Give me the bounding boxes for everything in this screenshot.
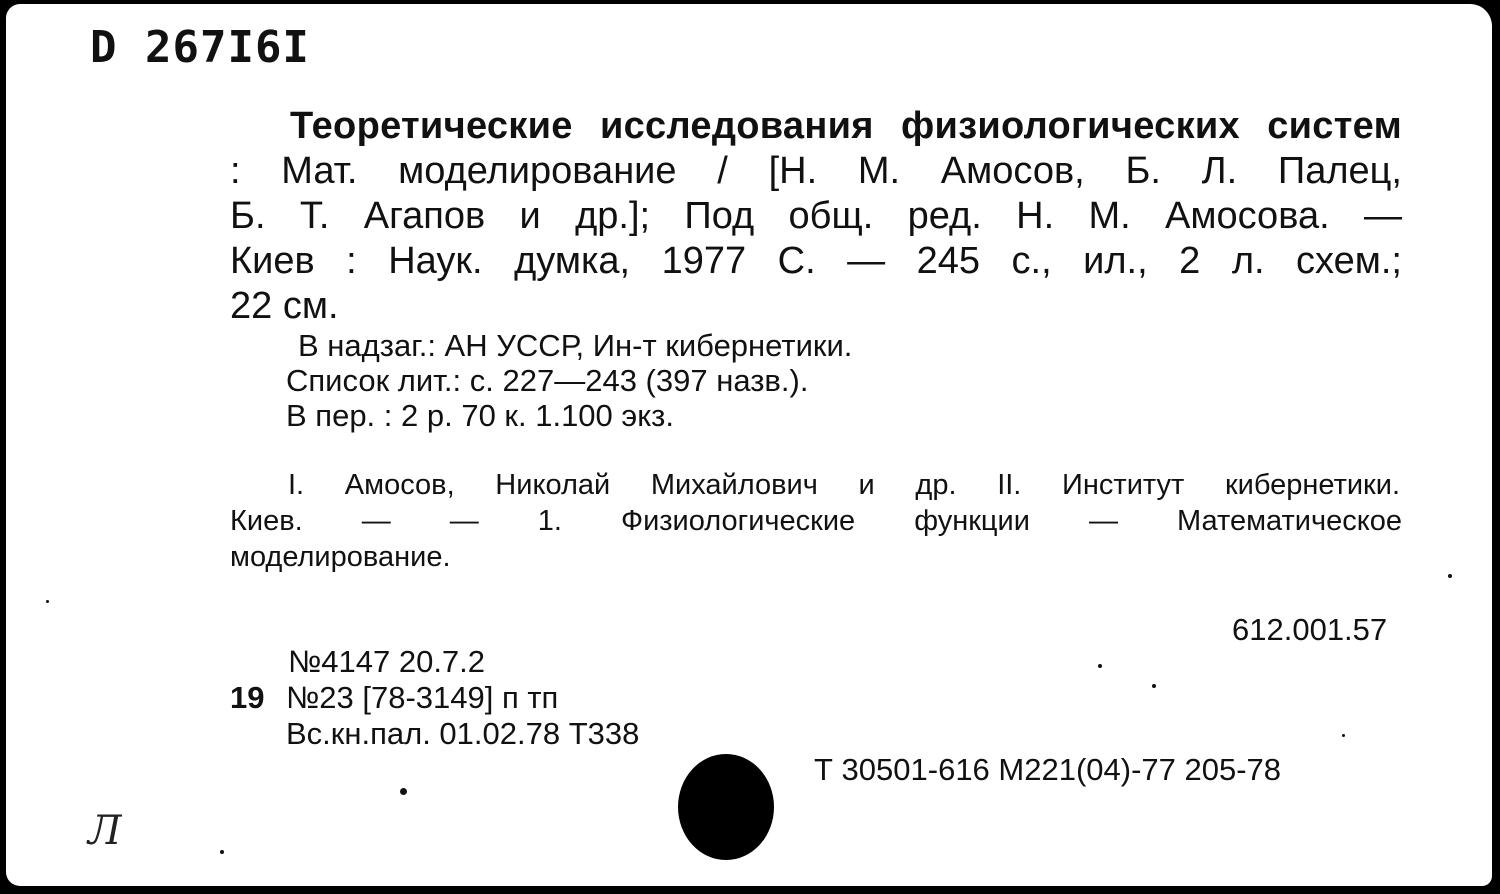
udc-number: 612.001.57 (1232, 612, 1388, 647)
entry-line-4: Киев : Наук. думка, 1977 С. — 245 с., ил., 2 л. схем.; (230, 240, 1402, 282)
entry-title-line: Теоретические исследования физиологических систем (290, 105, 1402, 147)
speck (1342, 734, 1345, 737)
entry-line-3: Б. Т. Агапов и др.]; Под общ. ред. Н. М. Амосова. — (230, 195, 1402, 237)
speck (1098, 664, 1102, 668)
card-id: D 267I6I (90, 22, 310, 73)
note-line: В надзаг.: АН УССР, Ин-т кибернетики. (298, 328, 853, 363)
classification-code: Т 30501-616 М221(04)-77 205-78 (814, 752, 1282, 787)
note-line: В пер. : 2 р. 70 к. 1.100 экз. (286, 398, 674, 433)
catalog-card (6, 4, 1492, 886)
registry-line-1: №4147 20.7.2 (288, 644, 486, 679)
registry-prefix: 19 (230, 680, 265, 715)
entry-line-5: 22 см. (230, 285, 339, 327)
punch-hole (678, 754, 774, 860)
speck (220, 850, 224, 854)
registry-line-3: Вс.кн.пал. 01.02.78 Т338 (286, 716, 640, 751)
speck (46, 600, 49, 603)
tracing-line-3: моделирование. (230, 541, 451, 573)
speck (400, 788, 407, 795)
registry-line-2: №23 [78-3149] п тп (286, 680, 559, 715)
note-line: Список лит.: с. 227—243 (397 назв.). (286, 363, 809, 398)
speck (1152, 684, 1156, 688)
speck (1448, 574, 1452, 578)
tracing-line-2: Киев. — — 1. Физиологические функции — Математическое (230, 505, 1402, 537)
entry-line-2: : Мат. моделирование / [Н. М. Амосов, Б. Л. Палец, (230, 150, 1402, 192)
pencil-mark: Л (88, 808, 122, 854)
tracing-line-1: I. Амосов, Николай Михайлович и др. II. Институт кибернетики. (288, 469, 1400, 501)
